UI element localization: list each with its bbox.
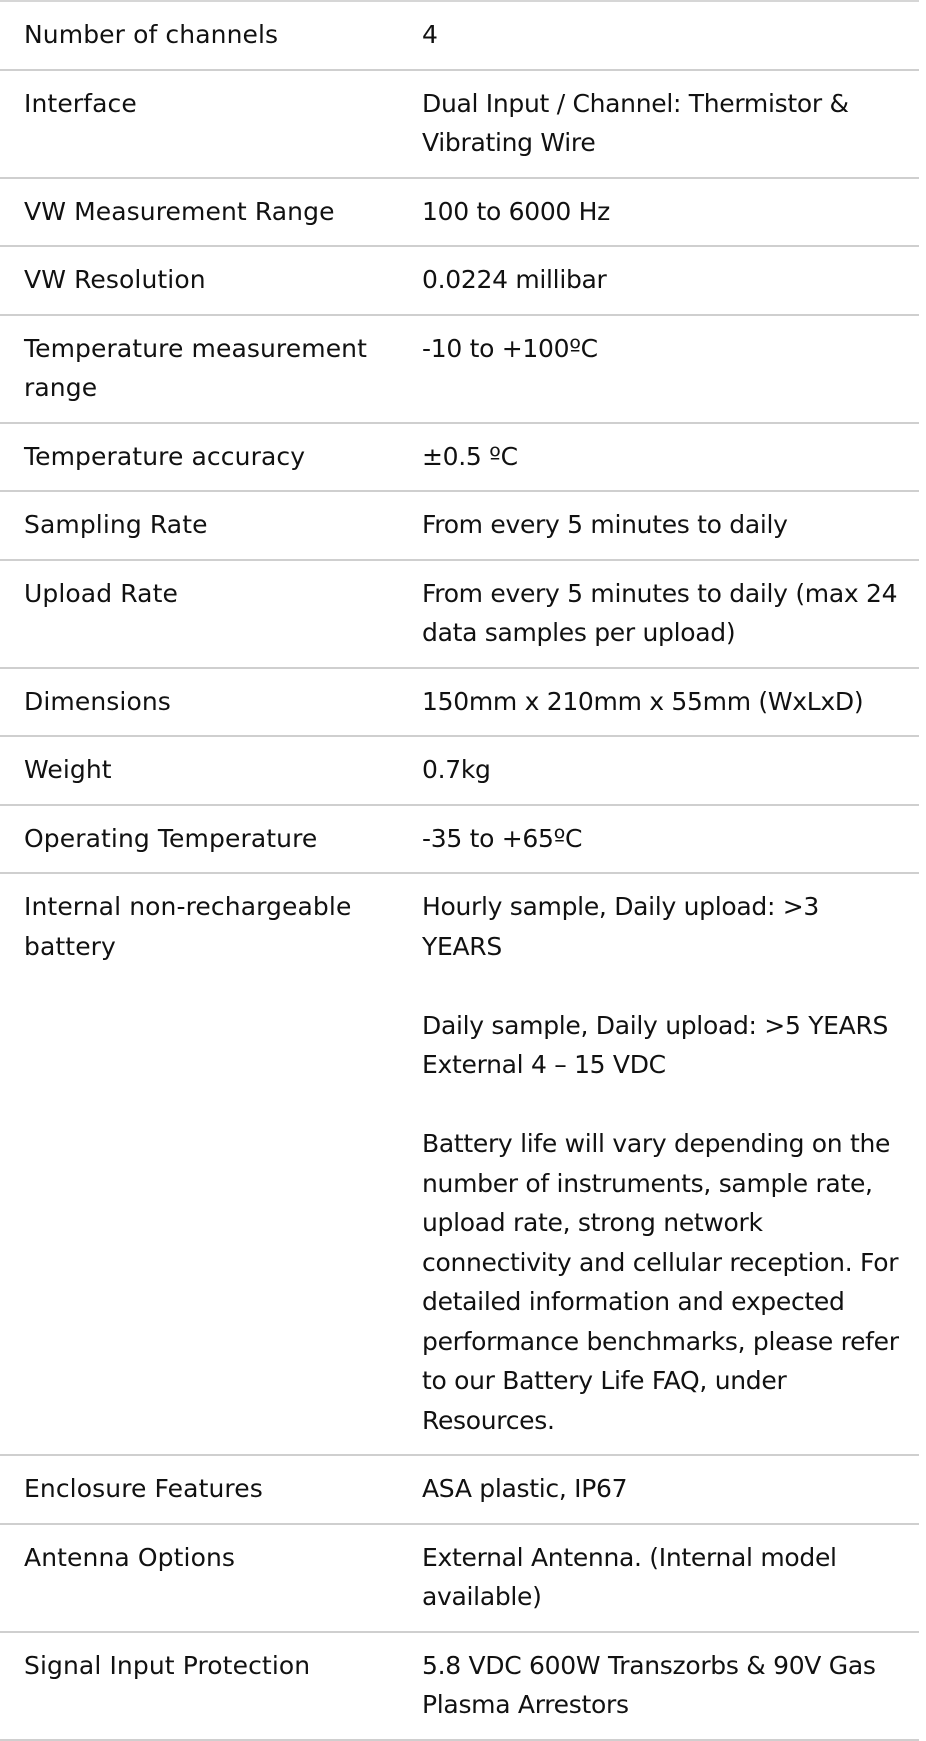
table-row — [0, 315, 919, 423]
spec-label-weight: Weight — [24, 755, 112, 784]
table-row — [0, 70, 919, 178]
spec-label-signal-input-protection: Signal Input Protection — [24, 1650, 311, 1680]
spec-label-temperature-measurement-range: Temperature measurement range — [24, 333, 368, 402]
spec-label-internal-battery: Internal non-rechargeable battery — [24, 892, 352, 961]
table-row — [0, 1524, 919, 1632]
table-row — [0, 668, 919, 737]
spec-value-internal-battery: Hourly sample, Daily upload: >3 YEARS Daily sample, Daily upload: >5 YEARS External 4 – 15 VDC Battery life will vary depending on the number of instruments, sample rate, upload rate, strong network connectivity and cellular reception. For detailed information and expected performance benchmarks, please refer to our Battery Life FAQ, under Resources. — [422, 892, 899, 1435]
table-row — [0, 736, 919, 805]
spec-label-operating-temperature: Operating Temperature — [24, 823, 318, 853]
table-row — [0, 560, 919, 668]
spec-value-antenna-options: External Antenna. (Internal model available) — [422, 1542, 837, 1611]
spec-label-enclosure-features: Enclosure Features — [24, 1474, 263, 1503]
spec-value-sampling-rate: From every 5 minutes to daily — [422, 510, 788, 539]
spec-label-upload-rate: Upload Rate — [24, 578, 178, 608]
spec-label-number-of-channels: Number of channels — [24, 20, 279, 49]
table-row — [0, 178, 919, 247]
table-row — [0, 805, 919, 874]
spec-value-temperature-measurement-range: -10 to +100ºC — [422, 333, 598, 363]
spec-label-sampling-rate: Sampling Rate — [24, 510, 208, 539]
table-row — [0, 1632, 919, 1740]
spec-value-vw-measurement-range: 100 to 6000 Hz — [422, 196, 610, 226]
spec-label-vw-resolution: VW Resolution — [24, 265, 206, 294]
spec-value-weight: 0.7kg — [422, 755, 491, 784]
table-row — [0, 423, 919, 492]
spec-value-interface: Dual Input / Channel: Thermistor & Vibrating Wire — [422, 88, 849, 157]
table-row — [0, 246, 919, 315]
spec-label-vw-measurement-range: VW Measurement Range — [24, 196, 335, 226]
table-row — [0, 873, 919, 1455]
spec-value-operating-temperature: -35 to +65ºC — [422, 823, 583, 853]
spec-label-interface: Interface — [24, 88, 137, 118]
spec-value-dimensions: 150mm x 210mm x 55mm (WxLxD) — [422, 686, 864, 716]
spec-value-signal-input-protection: 5.8 VDC 600W Transzorbs & 90V Gas Plasma Arrestors — [422, 1650, 876, 1719]
spec-label-temperature-accuracy: Temperature accuracy — [24, 441, 306, 471]
spec-value-number-of-channels: 4 — [422, 20, 438, 49]
table-row — [0, 491, 919, 560]
spec-value-upload-rate: From every 5 minutes to daily (max 24 data samples per upload) — [422, 578, 898, 647]
spec-value-temperature-accuracy: ±0.5 ºC — [422, 441, 518, 471]
table-row — [0, 1455, 919, 1524]
table-row — [0, 1, 919, 70]
spec-label-antenna-options: Antenna Options — [24, 1542, 236, 1572]
spec-value-enclosure-features: ASA plastic, IP67 — [422, 1474, 628, 1503]
spec-label-dimensions: Dimensions — [24, 686, 171, 716]
spec-value-vw-resolution: 0.0224 millibar — [422, 265, 607, 294]
